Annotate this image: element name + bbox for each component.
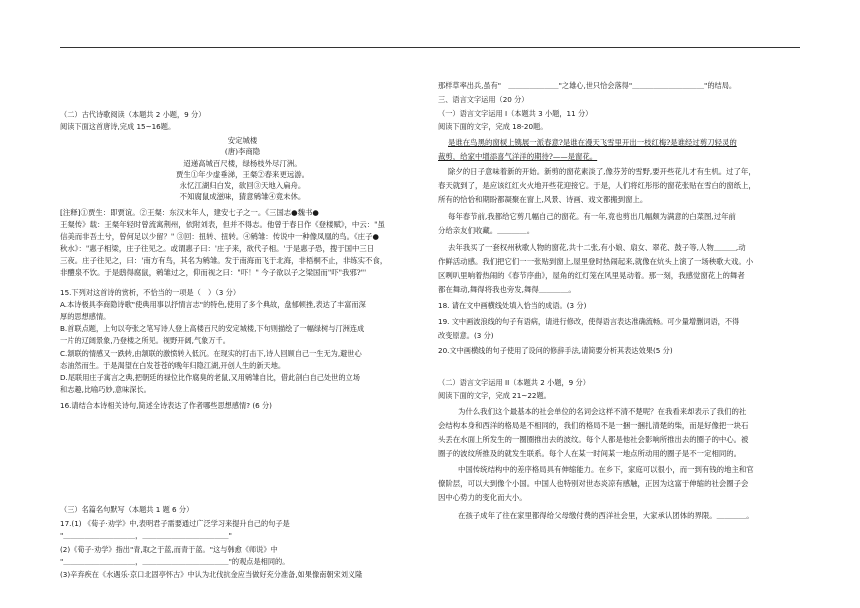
- poem-line: 迢递高城百尺楼，绿杨枝外尽汀洲。: [183, 159, 302, 168]
- left-column: [60, 0, 425, 608]
- passage-line: 作鲜活动感。我们把它们一一张贴到窗上,屋里登时热闹起来,就像在炕头上演了一场秧歌大戏。小: [438, 257, 754, 266]
- poem-note: 三夜。庄子往见之，曰：'南方有鸟，其名为鹓雏。发于南海而飞于北海，非梧桐不止，非练实不食，: [60, 256, 388, 265]
- q15-option-line: 一片的辽阔景象,乃登楼之所见。视野开阔,气象万千。: [60, 336, 230, 345]
- question-19-cont: 改变原意。(3 分): [438, 331, 494, 340]
- poem-author: (唐)李商隐: [224, 147, 261, 156]
- subsection-title-2: （二）语言文字运用 II（本题共 2 小题，9 分）: [438, 378, 590, 387]
- passage-line: 分给亲友们收藏。＿＿＿＿。: [438, 226, 535, 235]
- poem-line: 永忆江湖归白发，欲回③天地入扁舟。: [179, 181, 306, 190]
- passage-line: 每年春节前,我都给它剪几幅自己的窗花。有一年,竟也剪出几幅颇为满意的白菜图,过年前: [448, 212, 736, 221]
- passage-line: 僚阶层，可以大到像个小国。中国人也特别对世态炎凉有感触，正因为这富于伸缩的社会圈子会: [438, 479, 749, 488]
- question-15: 15.下列对这首诗的赏析，不恰当的一项是（ ）（3 分）: [60, 288, 241, 297]
- question-16: 16.请结合本诗相关诗句,简述全诗表达了作者哪些思想感情? (6 分): [60, 401, 272, 410]
- passage-line: 因中心势力的变化而大小。: [438, 493, 527, 502]
- section-intro-poetry: 阅读下面这首唐诗,完成 15~16题。: [60, 122, 176, 131]
- poem-line: 不知腐鼠成滋味，猜意鹓雏④竟未休。: [179, 192, 306, 201]
- passage-line: 是谁在鸟黑的窗棂上镌展一派春意?是谁在漫天飞雪里开出一枝红梅?是谁经过剪刀轻灵的: [448, 138, 737, 147]
- answer-blank-17-2: "＿＿＿＿＿＿＿＿＿＿，＿＿＿＿＿＿＿＿＿＿＿＿"的观点是相同的。: [60, 557, 290, 566]
- section-title-dictation: （三）名篇名句默写（本题共 1 题 6 分）: [60, 505, 194, 514]
- answer-blank-17-1: "＿＿＿＿＿＿＿＿＿＿，＿＿＿＿＿＿＿＿＿＿＿＿": [60, 531, 232, 540]
- poem-line: 贾生①年少虚垂涕，王粲②春来更远游。: [175, 170, 310, 179]
- question-17-2: (2)《荀子·劝学》指出"青,取之于蓝,而青于蓝。"这与韩愈《师说》中: [60, 545, 278, 554]
- poem-note: [注释]①贾生：即贾谊。②王粲：东汉末年人，建安七子之一。《三国志●魏书●: [60, 208, 319, 217]
- poem-note: 信美而非吾土兮，曾何足以少留？" ③回：扭转、扭转。④鹓雏：传说中一种像凤凰的鸟。《庄子●: [60, 232, 379, 241]
- passage-line: 都在舞动,舞得将我也旁发,舞得＿＿＿＿。: [438, 285, 576, 294]
- passage-line: 除夕的日子意味着新的开始。新剪的窗花素淡了,像芬芳的雪野,要开些花儿才有生机。过了年，: [448, 167, 756, 176]
- passage-line: 头丢在水面上所发生的一圈圈推出去的波纹。每个人都是他社会影响所推出去的圈子的中心。被: [438, 435, 749, 444]
- question-17-3: (3)辛弃疾在《水遇乐·京口北固亭怀古》中认为北伐抗金应当做好充分准备,如果像南朝宋刘义隆: [60, 570, 363, 579]
- question-18: 18. 请在文中画横线处填入恰当的成语。(3 分): [438, 301, 587, 310]
- passage-line: 去年我买了一套权州秋歌人物的窗花,共十二张,有小娘、扇女、翠花、鼓子等,人物＿＿＿,动: [448, 243, 746, 252]
- q15-option-line: A.本诗极具李商隐诗歌"使典用事以抒情言志"的特色,使用了多个典故，盘郁顿挫,表达了丰富而深: [60, 300, 366, 309]
- poem-note: 王粲传》载：王粲年轻时曾流寓荆州，依附刘表，但并不得志。他曾于春日作《登楼赋》，中云："虽: [60, 220, 385, 229]
- passage-line: 圈子的波纹所推及的就发生联系。每个人在某一时间某一地点所动用的圈子是不一定相同的。: [438, 449, 742, 458]
- subsection-title-1: （一）语言文字运用 I（本题共 3 小题，11 分）: [438, 109, 593, 118]
- poem-note: 秋水》："惠子相梁，庄子往见之。或谓惠子曰：'庄子来，欲代子相。'于是惠子恐，搜于国中三日: [60, 244, 375, 253]
- question-17-1: 17.(1) 《荀子·劝学》中,表明君子需要通过广泛学习来提升自己的句子是: [60, 519, 290, 528]
- subsection-intro-2: 阅读下面的文字，完成 21~22题。: [438, 391, 551, 400]
- section-title-language: 三、语言文字运用（20 分）: [438, 95, 529, 104]
- right-column: [438, 0, 808, 608]
- q15-option-line: D.尾联用庄子寓言之典,把朝廷的禄位比作腐臭的老鼠,又用鹓雏自比，借此剖白自己处世的立场: [60, 373, 360, 382]
- passage-line: 会结构本身和西洋的格局是不相同的，我们的格局不是一捆一捆扎清楚的柴，而是好像把一块石: [438, 421, 749, 430]
- subsection-intro-1: 阅读下面的文字，完成 18-20题。: [438, 122, 548, 131]
- passage-line: 区咧叭里响着热闹的《春节序曲》，屋角的红灯笼在风里晃动着。那一刻，我感觉窗花上的舞者: [438, 271, 745, 280]
- poem-title: 安定城楼: [227, 136, 258, 145]
- passage-line: 中国传统结构中的差序格局具有伸缩能力。在乡下，家庭可以很小，而一到有钱的地主和官: [458, 465, 754, 474]
- q15-option-line: 态油然而生。于是渴望在白发苍苍的晚年归隐江湖,开创人生的新天地。: [60, 361, 286, 370]
- poem-note: 非醴泉不饮。于是鸱得腐鼠，鹓雏过之，仰而视之曰："吓！" 今子欲以子之梁国而"吓"我邪?"': [60, 268, 367, 277]
- q15-option-line: C.颔联的情感又一跌转,由颔联的激愤转入低沉。在现实的打击下,诗人回顾自己一生无为,避世心: [60, 349, 362, 358]
- q15-option-line: B.首联点题，上句以夸张之笔写诗人登上高楼百尺的安定城楼,下句则描绘了一幅绿树与汀洲连成: [60, 324, 365, 333]
- passage-line: 裁剪，给家中增添喜气洋洋的期待?——是窗花。: [438, 152, 598, 161]
- q15-option-line: 和志趣,比喻巧妙,意味深长。: [60, 385, 151, 394]
- passage-line: 所有的恰恰和期盼都凝聚在窗上,风景、诗画、戏文都搬到窗上。: [438, 195, 648, 204]
- q17-3-continuation: 那样草率出兵,虽有" ＿＿＿＿＿＿＿"之雄心,世只恰会落得"＿＿＿＿＿＿＿＿＿＿"的结局。: [438, 81, 737, 90]
- q15-option-line: 厚的思想感情。: [60, 312, 111, 321]
- passage-line: 为什么我们这个最基本的社会单位的名词会这样不清不楚呢？在我看来却表示了我们的社: [458, 407, 747, 416]
- section-title-poetry: （二）古代诗歌阅读（本题共 2 小题，9 分）: [60, 110, 206, 119]
- passage-line: 在孩子成年了往在家里都得给父母缴付费的西洋社会里，大家承认团体的界限。＿＿＿＿。: [458, 511, 754, 520]
- passage-line: 春天就到了，是应该红红火火地开些花迎接它。于是，人们将红彤彤的窗花张贴在雪白的窗纸上，: [438, 181, 756, 190]
- question-20: 20.文中画横线的句子使用了设问的修辞手法,请简要分析其表达效果(5 分): [438, 346, 673, 355]
- question-19: 19. 文中画波浪线的句子有语病，请进行修改，使得语言表达准确流畅。可少量增删词语，不得: [438, 317, 740, 326]
